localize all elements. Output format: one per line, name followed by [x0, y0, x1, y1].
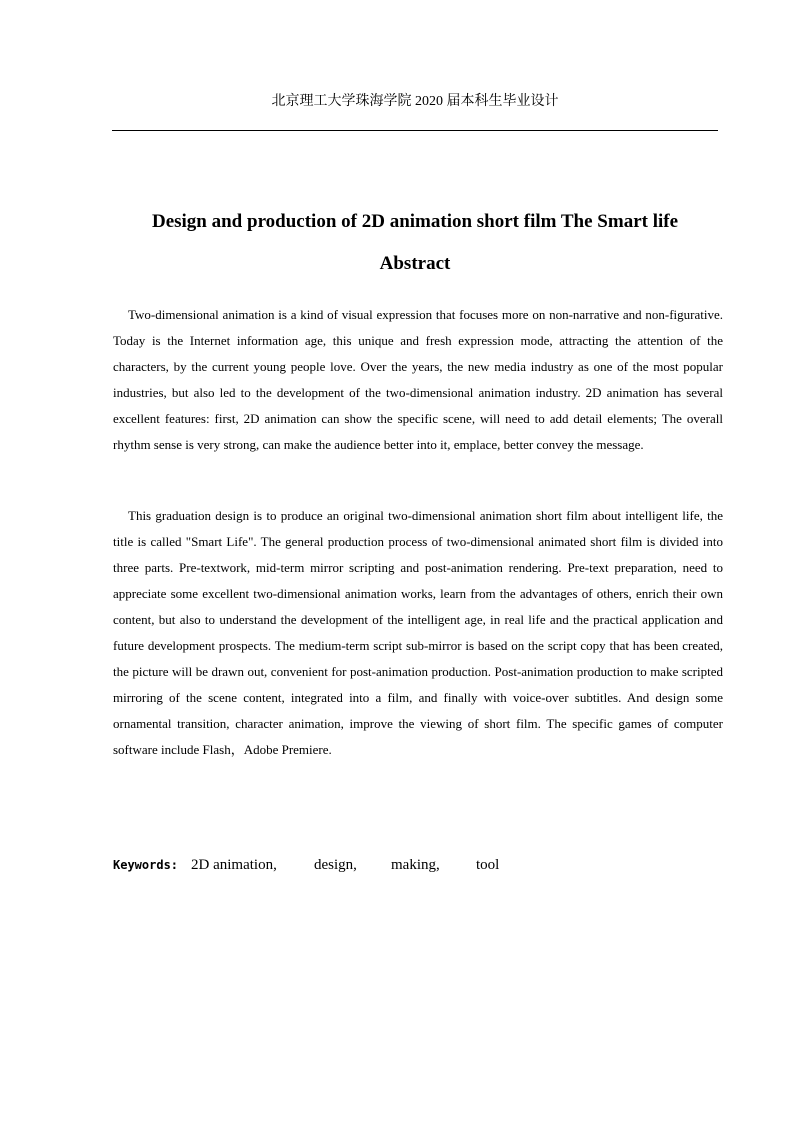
keyword-2d-animation: 2D animation,	[191, 857, 277, 873]
header-divider	[112, 130, 718, 131]
abstract-paragraph-2: This graduation design is to produce an original two-dimensional animation short film about intelligent life, the title is called "Smart Life". The general production process of two-dimensional animated short film is divided into three parts. Pre-textwork, mid-term mirror scripting and post-animation rendering. Pre-text preparation, need to appreciate some excellent two-dimensional animation works, learn from the advantages of others, enrich their own content, but also to understand the development of the intelligent age, in real life and the practical application and future development prospects. The medium-term script sub-mirror is based on the script copy that has been created, the picture will be drawn out, convenient for post-animation production. Post-animation production to make scripted mirroring of the scene content, integrated into a film, and finally with voice-over subtitles. And design some ornamental transition, character animation, improve the viewing of short film. The specific games of computer software include Flash，Adobe Premiere.	[113, 508, 723, 757]
abstract-paragraph-1: Two-dimensional animation is a kind of visual expression that focuses more on non-narrative and non-figurative. Today is the Internet information age, this unique and fresh expression mode, attracting the attention of the characters, by the current young people love. Over the years, the new media industry as one of the most popular industries, but also led to the development of the two-dimensional animation industry. 2D animation has several excellent features: first, 2D animation can show the specific scene, will need to add detail elements; The overall rhythm sense is very strong, can make the audience better into it, emplace, better convey the message.	[113, 307, 723, 452]
abstract-heading: Abstract	[379, 253, 451, 274]
keyword-making: making,	[391, 857, 440, 873]
keyword-tool: tool	[476, 857, 500, 873]
page-header: 北京理工大学珠海学院 2020 届本科生毕业设计	[271, 94, 559, 109]
keywords-label: Keywords:	[113, 858, 179, 872]
paper-title: Design and production of 2D animation short film The Smart life	[151, 211, 679, 232]
keywords-line	[113, 853, 713, 877]
keyword-design: design,	[314, 857, 357, 873]
